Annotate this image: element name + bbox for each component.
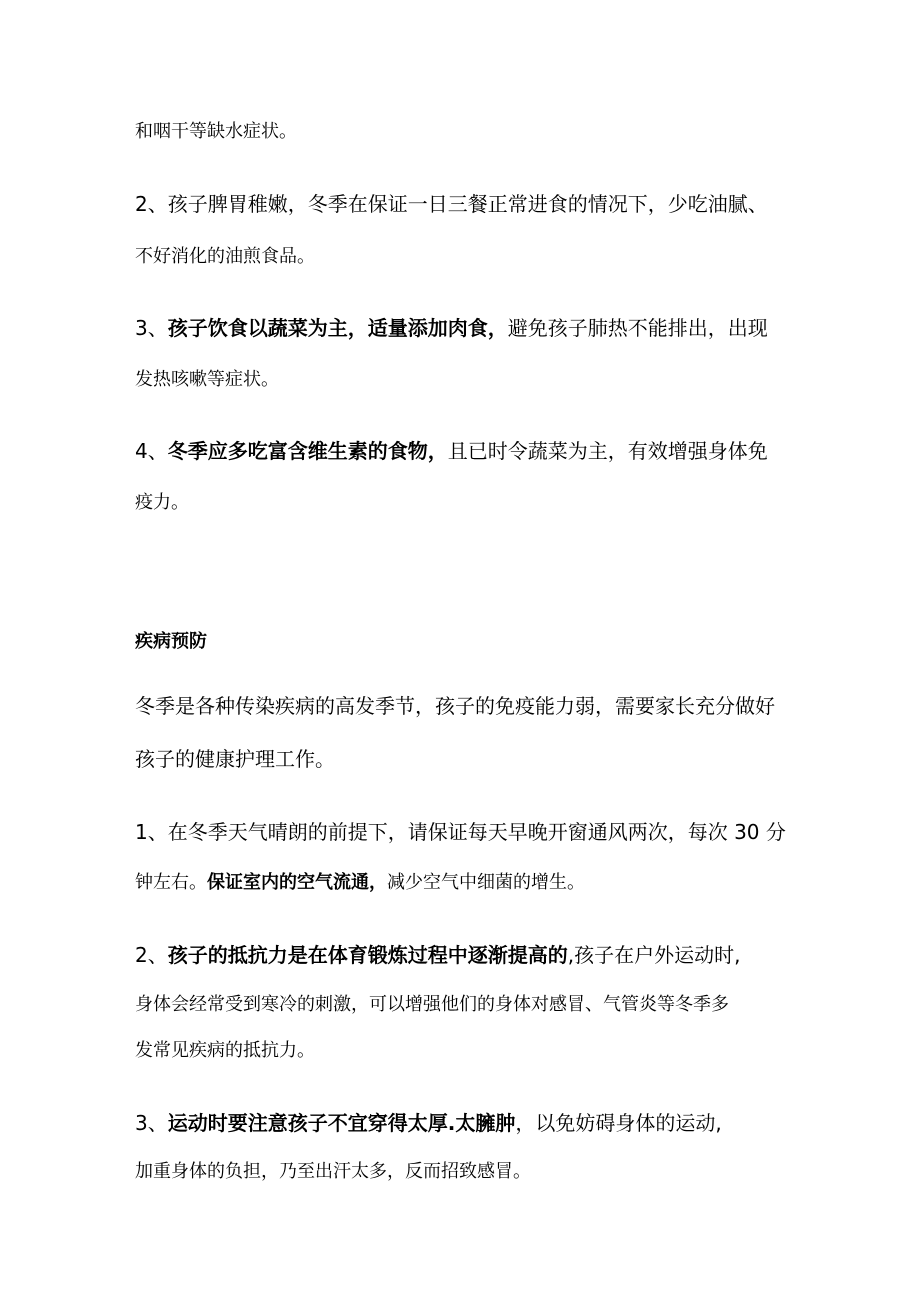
bold-text: 孩子饮食以蔬菜为主，适量添加肉食，: [167, 316, 508, 340]
prevention-item-1-line-2: [135, 869, 585, 897]
text: 减少空气中细菌的增生。: [387, 872, 585, 893]
text: 1、在冬季天气晴朗的前提下，请保证每天早晚开窗通风两次，每次 30 分: [135, 820, 786, 844]
text: ,孩子在户外运动时,: [567, 943, 741, 967]
prevention-item-3-line-2: [135, 1158, 531, 1186]
text: 疫力。: [135, 492, 189, 513]
item-number: 4、: [135, 439, 168, 463]
text: 和咽干等缺水症状。: [135, 121, 297, 142]
diet-tail-line: [135, 118, 297, 146]
diet-item-4-line-2: [135, 489, 189, 517]
prevention-intro-line-1: [135, 692, 775, 720]
item-number: 3、: [135, 1111, 168, 1135]
text: 孩子的健康护理工作。: [135, 747, 335, 771]
section-heading: 疾病预防: [135, 631, 207, 652]
text: 2、孩子脾胃稚嫩，冬季在保证一日三餐正常进食的情况下，少吃油腻、: [135, 192, 768, 216]
bold-text: 孩子的抵抗力是在体育锻炼过程中逐渐提高的: [167, 943, 568, 967]
bold-text: 保证室内的空气流通，: [207, 872, 387, 893]
diet-item-2-line-2: [135, 243, 315, 271]
diet-item-3-line-2: [135, 366, 279, 394]
text: 钟左右。: [135, 872, 207, 893]
prevention-item-2-line-1: [135, 941, 740, 969]
text: ，以免妨碍身体的运动,: [515, 1111, 722, 1135]
bold-text: 运动时要注意孩子不宜穿得太厚.太臃肿: [167, 1111, 516, 1135]
prevention-item-2-line-3: [135, 1037, 315, 1065]
text: 避免孩子肺热不能排出，出现: [507, 316, 768, 340]
text: 发常见疾病的抵抗力。: [135, 1040, 315, 1061]
text: 加重身体的负担，乃至出汗太多，反而招致感冒。: [135, 1161, 531, 1182]
diet-item-4-line-1: [135, 437, 768, 465]
diet-item-2-line-1: [135, 190, 768, 218]
prevention-item-3-line-1: [135, 1109, 722, 1137]
bold-text: 冬季应多吃富含维生素的食物，: [167, 439, 448, 463]
prevention-item-1-line-1: [135, 818, 786, 846]
text: 且已时令蔬菜为主，有效增强身体免: [447, 439, 768, 463]
prevention-intro-line-2: [135, 745, 335, 773]
text: 不好消化的油煎食品。: [135, 246, 315, 267]
item-number: 2、: [135, 943, 168, 967]
text: 身体会经常受到寒冷的刺激，可以增强他们的身体对感冒、气管炎等冬季多: [135, 994, 729, 1015]
item-number: 3、: [135, 316, 168, 340]
diet-item-3-line-1: [135, 314, 768, 342]
text: 冬季是各种传染疾病的高发季节，孩子的免疫能力弱，需要家长充分做好: [135, 694, 775, 718]
prevention-item-2-line-2: [135, 991, 729, 1019]
text: 发热咳嗽等症状。: [135, 369, 279, 390]
